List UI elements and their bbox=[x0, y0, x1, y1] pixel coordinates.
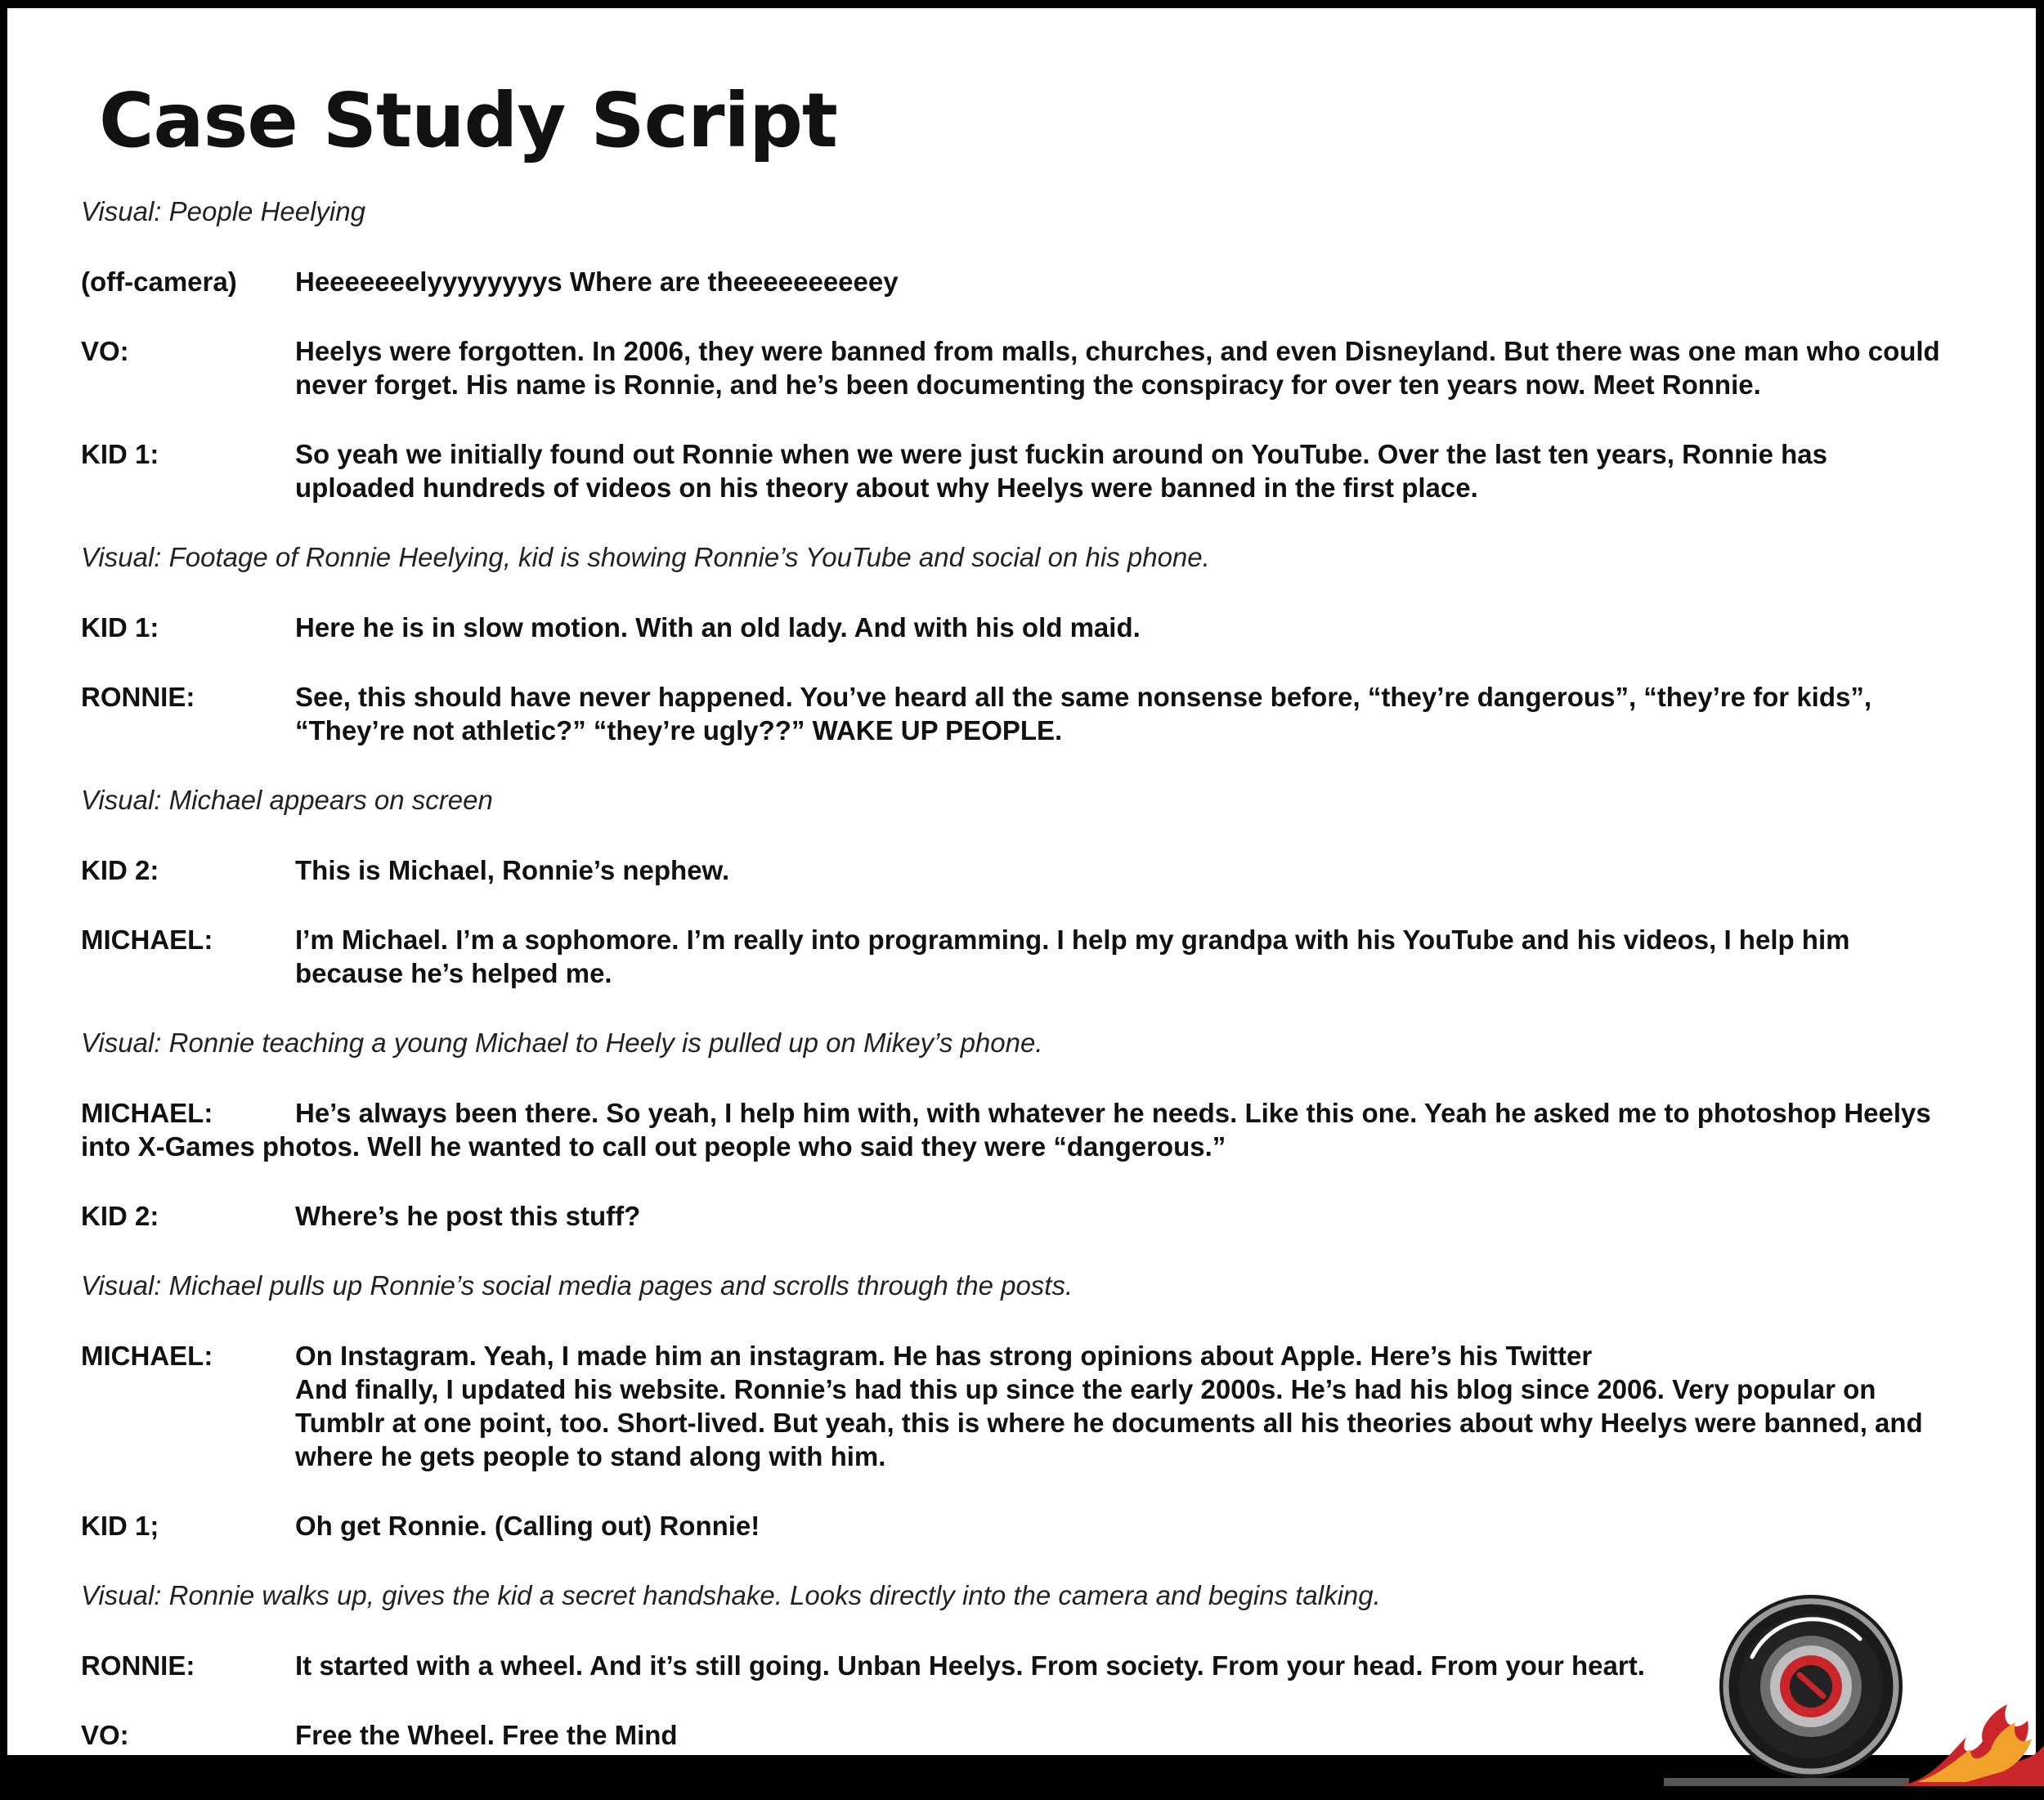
dialogue-line bbox=[81, 437, 1953, 504]
visual-direction: Visual: Ronnie teaching a young Michael to Heely is pulled up on Mikey’s phone. bbox=[81, 1028, 1043, 1058]
dialogue-text: See, this should have never happened. You’ve heard all the same nonsense before, “they’re dangerous”, “they’re for kids”, “They’re not athletic?” “they’re ugly??” WAKE UP PEOPLE. bbox=[295, 682, 1872, 746]
dialogue-text: Here he is in slow motion. With an old lady. And with his old maid. bbox=[295, 612, 1141, 643]
dialogue-text: This is Michael, Ronnie’s nephew. bbox=[295, 855, 730, 885]
visual-direction: Visual: Ronnie walks up, gives the kid a secret handshake. Looks directly into the camera and begins talking. bbox=[81, 1580, 1381, 1610]
dialogue-text bbox=[295, 1339, 1953, 1473]
speaker-label: KID 1; bbox=[81, 1511, 159, 1541]
speaker-label: KID 2: bbox=[81, 1201, 159, 1231]
dialogue-line bbox=[81, 611, 1953, 644]
speaker-label: MICHAEL: bbox=[81, 1341, 213, 1371]
speaker-label: KID 1: bbox=[81, 439, 159, 469]
speaker-label: (off-camera) bbox=[81, 266, 237, 297]
dialogue-line bbox=[81, 1096, 1953, 1163]
dialogue-text: Heelys were forgotten. In 2006, they were banned from malls, churches, and even Disneyland. But there was one man who could never forget. His name is Ronnie, and he’s been documenting the conspiracy for over ten years now. Meet Ronnie. bbox=[295, 336, 1940, 400]
dialogue-line bbox=[81, 1339, 1953, 1473]
script-page bbox=[7, 8, 2036, 1755]
speaker-label: KID 2: bbox=[81, 855, 159, 885]
page-title: Case Study Script bbox=[99, 77, 837, 164]
dialogue-text-line: And finally, I updated his website. Ronnie’s had this up since the early 2000s. He’s had his blog since 2006. Very popular on Tumblr at one point, too. Short-lived. But yeah, this is where he documents all his theories about why Heelys were banned, and where he gets people to stand along with him. bbox=[295, 1374, 1923, 1471]
speaker-label: MICHAEL: bbox=[81, 1098, 213, 1128]
dialogue-line bbox=[81, 334, 1953, 401]
dialogue-text: It started with a wheel. And it’s still going. Unban Heelys. From society. From your head. From your heart. bbox=[295, 1650, 1645, 1681]
dialogue-text: Oh get Ronnie. (Calling out) Ronnie! bbox=[295, 1511, 760, 1541]
dialogue-text: I’m Michael. I’m a sophomore. I’m really into programming. I help my grandpa with his YouTube and his videos, I help him because he’s helped me. bbox=[295, 925, 1850, 988]
script-body bbox=[81, 195, 1953, 1755]
visual-direction: Visual: Footage of Ronnie Heelying, kid is showing Ronnie’s YouTube and social on his phone. bbox=[81, 542, 1210, 572]
visual-direction: Visual: Michael pulls up Ronnie’s social media pages and scrolls through the posts. bbox=[81, 1270, 1074, 1301]
speaker-label: KID 1: bbox=[81, 612, 159, 643]
dialogue-text: Free the Wheel. Free the Mind bbox=[295, 1720, 678, 1750]
visual-direction: Visual: People Heelying bbox=[81, 196, 365, 226]
dialogue-line bbox=[81, 1199, 1953, 1233]
dialogue-line bbox=[81, 680, 1953, 747]
flaming-wheel-icon bbox=[1656, 1582, 2044, 1796]
dialogue-text: So yeah we initially found out Ronnie when we were just fuckin around on YouTube. Over the last ten years, Ronnie has uploaded hundreds of videos on his theory about why Heelys were banned in the first place. bbox=[295, 439, 1827, 503]
speaker-label: RONNIE: bbox=[81, 682, 195, 712]
speaker-label: VO: bbox=[81, 336, 129, 366]
dialogue-text: Where’s he post this stuff? bbox=[295, 1201, 641, 1231]
speaker-label: MICHAEL: bbox=[81, 925, 213, 955]
dialogue-line bbox=[81, 923, 1953, 990]
speaker-label: VO: bbox=[81, 1720, 129, 1750]
dialogue-line bbox=[81, 265, 1953, 298]
visual-direction: Visual: Michael appears on screen bbox=[81, 785, 493, 815]
dialogue-text: Heeeeeeelyyyyyyyys Where are theeeeeeeeeey bbox=[295, 266, 899, 297]
speaker-label: RONNIE: bbox=[81, 1650, 195, 1681]
dialogue-text: He’s always been there. So yeah, I help him with, with whatever he needs. Like this one. Yeah he asked me to photoshop Heelys into X-Games photos. Well he wanted to call out people who said they were “dangerous.” bbox=[81, 1098, 1931, 1162]
dialogue-text-line: On Instagram. Yeah, I made him an instagram. He has strong opinions about Apple. Here’s his Twitter bbox=[295, 1341, 1593, 1371]
dialogue-line bbox=[81, 853, 1953, 887]
dialogue-line bbox=[81, 1509, 1953, 1543]
